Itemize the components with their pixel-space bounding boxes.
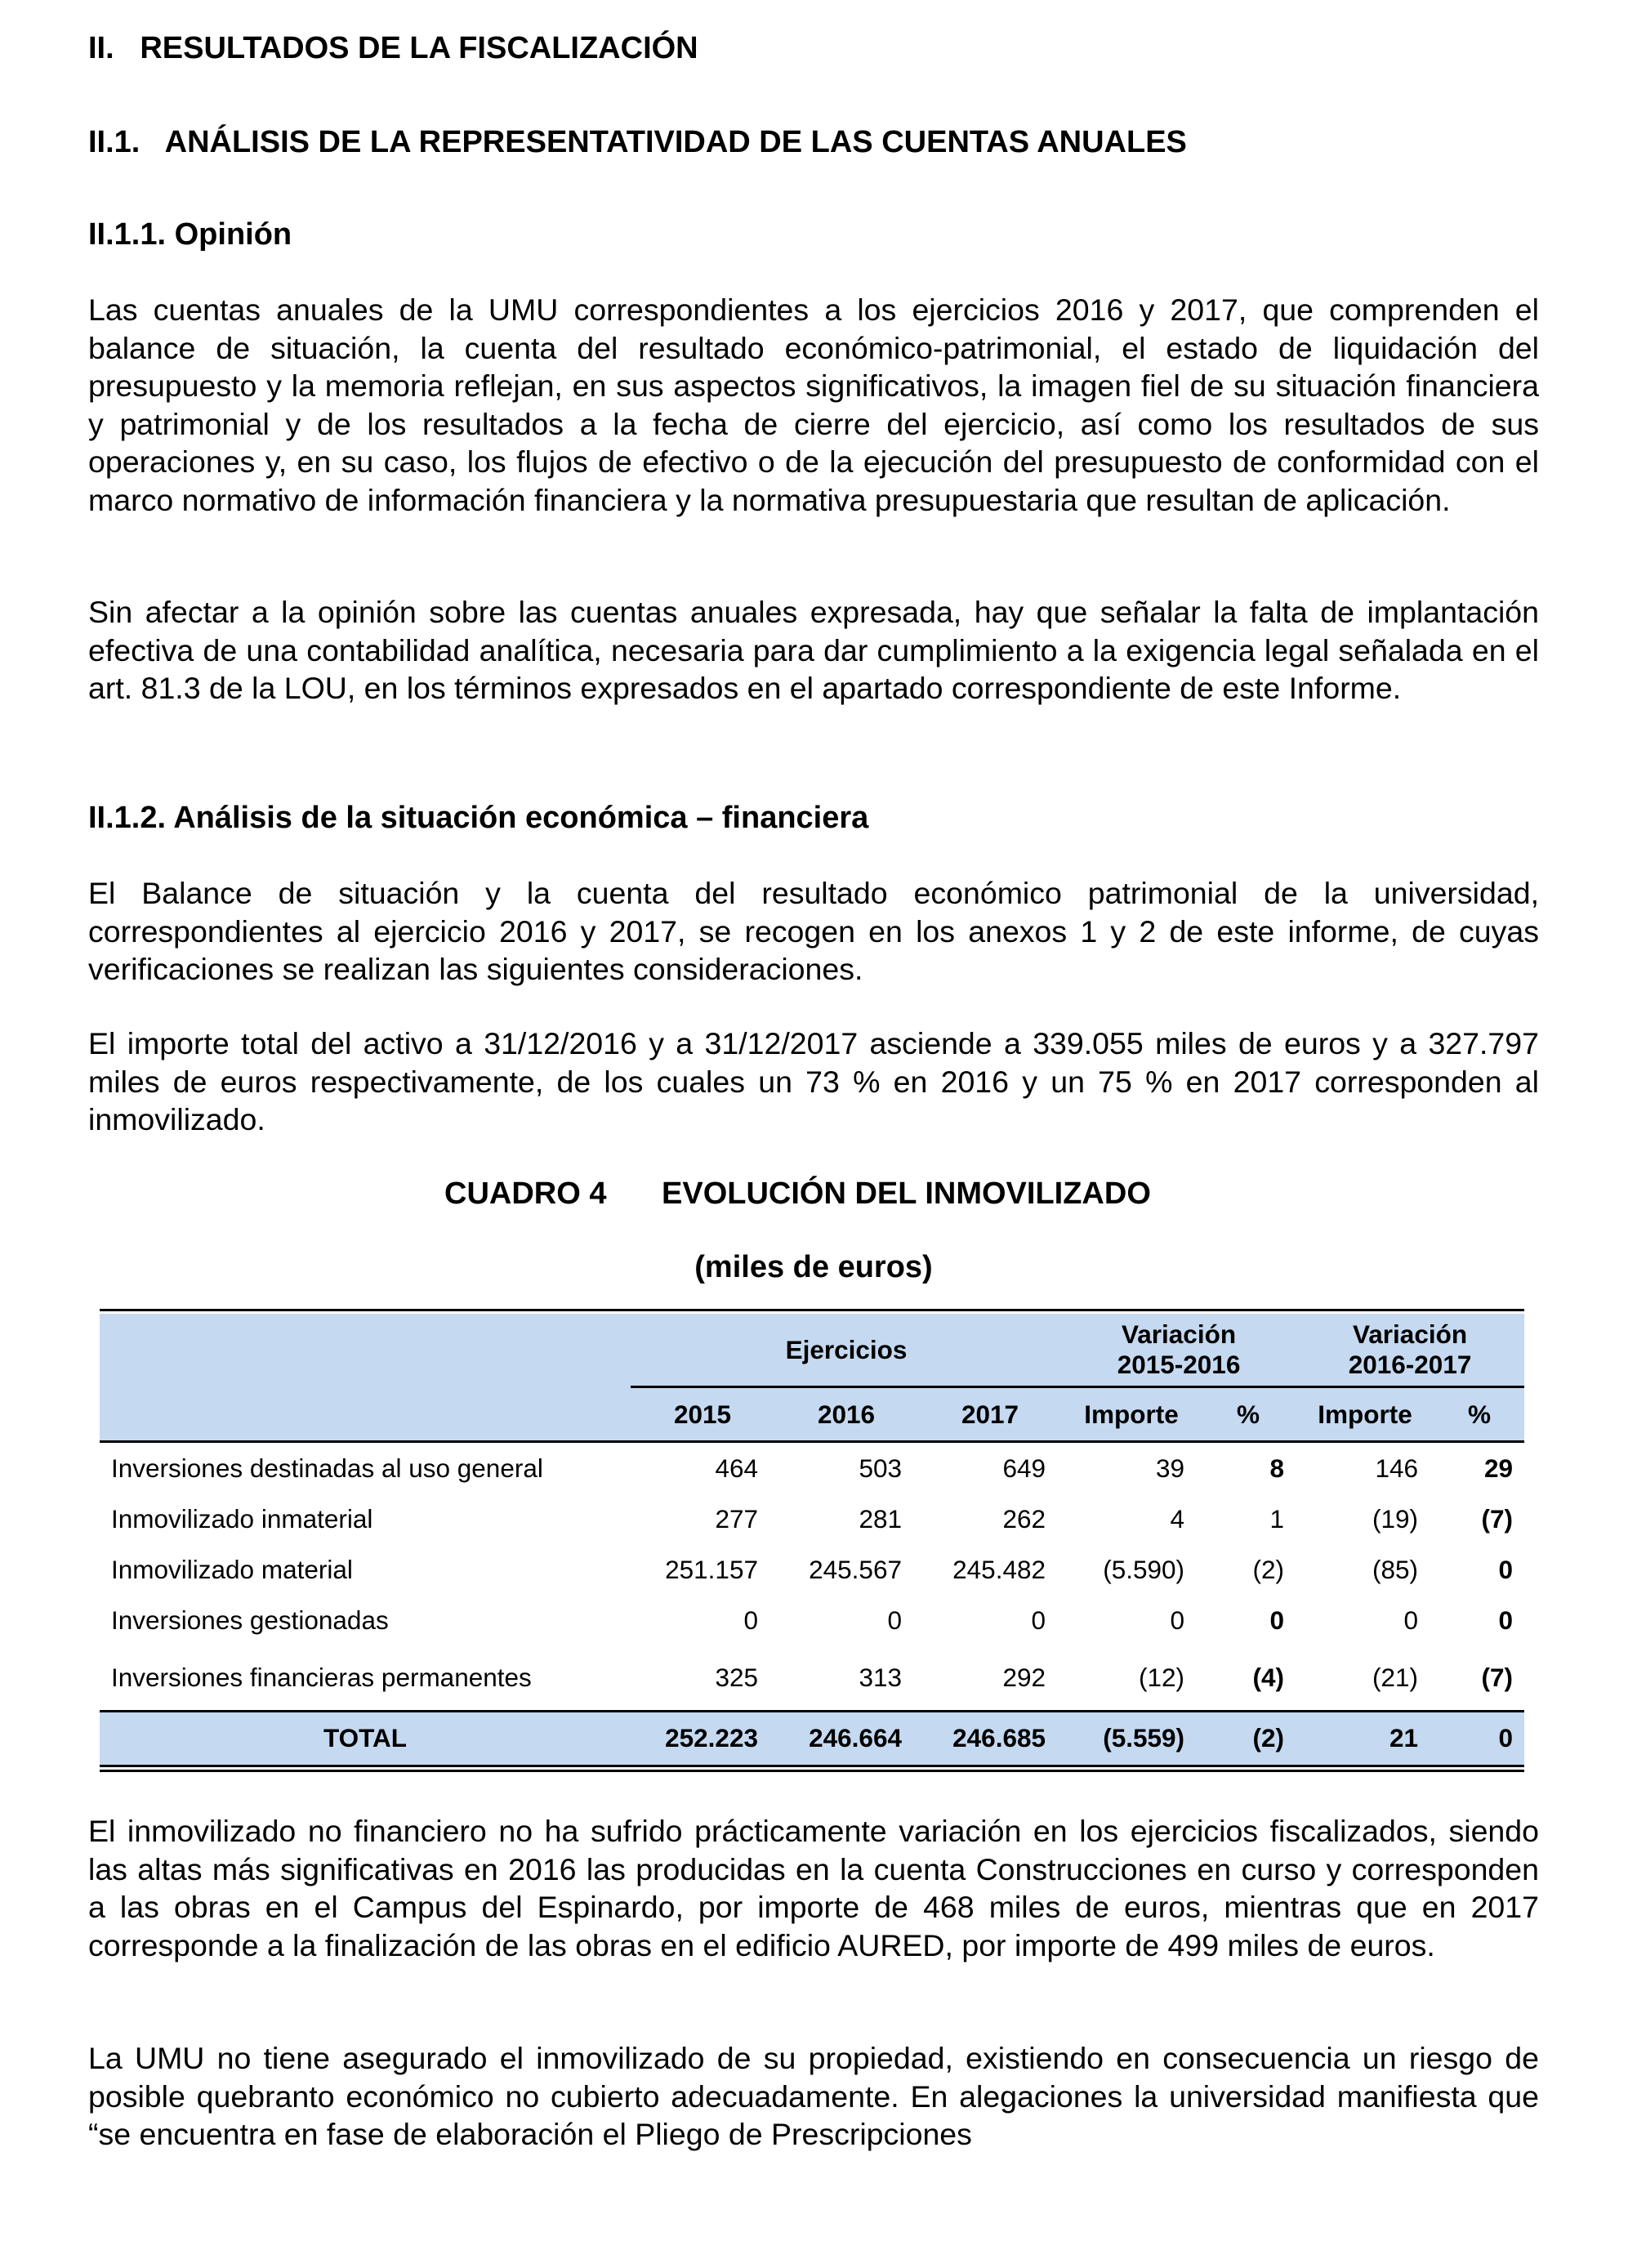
cell-value: (2): [1252, 1554, 1285, 1584]
cell-value: 262: [1002, 1503, 1046, 1534]
column-header: %: [1201, 1387, 1296, 1442]
cell-value: 292: [1002, 1662, 1046, 1692]
table-total-row: [100, 1711, 1524, 1766]
table-unit: (miles de euros): [694, 1250, 933, 1284]
cell-value: 4: [1170, 1503, 1185, 1534]
cell-value: (12): [1138, 1662, 1185, 1692]
column-header: Importe: [1296, 1387, 1434, 1442]
header-variation-2016-2017-line1: Variación: [1353, 1319, 1468, 1349]
cell-value: 281: [859, 1503, 902, 1534]
cell-value: 245.567: [809, 1554, 902, 1584]
column-header: %: [1434, 1387, 1524, 1442]
cell-value: (19): [1372, 1503, 1419, 1534]
paragraph-non-financial-assets: El inmovilizado no financiero no ha sufrido prácticamente variación en los ejercicios fiscalizados, siendo las altas más significativas en 2016 las producidas en la cuenta Construcciones en curso y corresponden a las obras en el Campus del Espinardo, por importe de 468 miles de euros, mientras que en 2017 corresponde a la finalización de las obras en el edificio AURED, por importe de 499 miles de euros.: [88, 1814, 1539, 1962]
total-value: 246.685: [918, 1711, 1062, 1766]
cell-value: 0: [1170, 1605, 1185, 1635]
analysis-heading: II.1.2. Análisis de la situación económica – financiera: [88, 801, 869, 835]
table-caption-title: EVOLUCIÓN DEL INMOVILIZADO: [662, 1176, 1151, 1211]
cell-value: 245.482: [952, 1554, 1046, 1584]
cell-value: 0: [1498, 1554, 1514, 1584]
cell-value: 251.157: [665, 1554, 758, 1584]
total-value: 252.223: [631, 1711, 774, 1766]
column-header: 2015: [631, 1387, 774, 1442]
paragraph-opinion: Las cuentas anuales de la UMU correspondientes a los ejercicios 2016 y 2017, que comprenden el balance de situación, la cuenta del resultado económico-patrimonial, el estado de liquidación del presupuesto y la memoria reflejan, en sus aspectos significativos, la imagen fiel de su situación financiera y patrimonial y de los resultados a la fecha de cierre del ejercicio, así como los resultados de sus operaciones y, en su caso, los flujos de efectivo o de la ejecución del presupuesto de conformidad con el marco normativo de información financiera y la normativa presupuestaria que resultan de aplicación.: [88, 292, 1539, 517]
total-value: (2): [1201, 1711, 1296, 1766]
cell-value: 39: [1155, 1453, 1185, 1483]
column-header: Importe: [1062, 1387, 1201, 1442]
paragraph-assets-total: El importe total del activo a 31/12/2016 y a 31/12/2017 asciende a 339.055 miles de euros y a 327.797 miles de euros respectivamente, de los cuales un 73 % en 2016 y un 75 % en 2017 corresponden al inmovilizado.: [88, 1026, 1539, 1136]
total-value: 0: [1434, 1711, 1524, 1766]
cell-value: 0: [743, 1605, 758, 1635]
cell-value: (7): [1481, 1662, 1514, 1692]
cell-value: 649: [1002, 1453, 1046, 1483]
cell-value: 0: [1031, 1605, 1046, 1635]
cell-value: 29: [1484, 1453, 1514, 1483]
total-value: (5.559): [1062, 1711, 1201, 1766]
cell-value: (85): [1372, 1554, 1419, 1584]
table-row: [100, 1595, 1524, 1645]
cell-value: 313: [859, 1662, 902, 1692]
paragraph-insurance: La UMU no tiene asegurado el inmovilizado de su propiedad, existiendo en consecuencia un riesgo de posible quebranto económico no cubierto adecuadamente. En alegaciones la universidad manifiesta que “se encuentra en fase de elaboración el Pliego de Prescripciones: [88, 2041, 1539, 2151]
header-ejercicios: Ejercicios: [785, 1334, 908, 1364]
cell-value: 0: [1498, 1605, 1514, 1635]
table-bottom-rule: [100, 1770, 1524, 1772]
row-label: Inmovilizado inmaterial: [111, 1503, 373, 1534]
cell-value: 1: [1269, 1503, 1285, 1534]
cell-value: 146: [1375, 1453, 1419, 1483]
table-caption-number: CUADRO 4: [444, 1176, 607, 1211]
header-variation-2015-2016-line1: Variación: [1121, 1319, 1237, 1349]
table-row: [100, 1544, 1524, 1595]
cell-value: (7): [1481, 1503, 1514, 1534]
table-column-header-row: [100, 1387, 1524, 1442]
inmovilizado-table: [100, 1314, 1524, 1767]
cell-value: 0: [1403, 1605, 1419, 1635]
subsection-heading: II.1. ANÁLISIS DE LA REPRESENTATIVIDAD DE LAS CUENTAS ANUALES: [88, 125, 1187, 159]
section-heading: II. RESULTADOS DE LA FISCALIZACIÓN: [88, 31, 698, 65]
cell-value: 277: [715, 1503, 758, 1534]
cell-value: (5.590): [1103, 1554, 1185, 1584]
column-header: 2016: [774, 1387, 918, 1442]
table-row: [100, 1645, 1524, 1711]
header-variation-2015-2016: [1062, 1314, 1296, 1387]
total-value: 246.664: [774, 1711, 918, 1766]
row-label: Inversiones gestionadas: [111, 1605, 389, 1635]
paragraph-balance: El Balance de situación y la cuenta del resultado económico patrimonial de la universidad, correspondientes al ejercicio 2016 y 2017, se recogen en los anexos 1 y 2 de este informe, de cuyas verificaciones se realizan las siguientes consideraciones.: [88, 876, 1539, 986]
cell-value: 325: [715, 1662, 758, 1692]
header-blank-cell: [100, 1387, 631, 1442]
cell-value: (21): [1372, 1662, 1419, 1692]
header-variation-2016-2017-line2: 2016-2017: [1348, 1350, 1472, 1379]
column-header: 2017: [918, 1387, 1062, 1442]
total-label: TOTAL: [100, 1711, 631, 1766]
header-variation-2016-2017: [1296, 1314, 1524, 1387]
opinion-heading: II.1.1. Opinión: [88, 217, 292, 252]
cell-value: (4): [1252, 1662, 1285, 1692]
cell-value: 0: [1269, 1605, 1285, 1635]
cell-value: 464: [715, 1453, 758, 1483]
cell-value: 8: [1269, 1453, 1285, 1483]
cell-value: 503: [859, 1453, 902, 1483]
header-variation-2015-2016-line2: 2015-2016: [1117, 1350, 1241, 1379]
table-row: [100, 1493, 1524, 1544]
header-blank-cell: [100, 1314, 631, 1387]
table-row: [100, 1442, 1524, 1494]
cell-value: 0: [887, 1605, 902, 1635]
row-label: Inmovilizado material: [111, 1554, 353, 1584]
total-value: 21: [1296, 1711, 1434, 1766]
row-label: Inversiones destinadas al uso general: [111, 1453, 543, 1483]
row-label: Inversiones financieras permanentes: [111, 1662, 532, 1692]
table-container: [100, 1309, 1524, 1772]
paragraph-analytic-accounting: Sin afectar a la opinión sobre las cuentas anuales expresada, hay que señalar la falta de implantación efectiva de una contabilidad analítica, necesaria para dar cumplimiento a la exigencia legal señalada en el art. 81.3 de la LOU, en los términos expresados en el apartado correspondiente de este Informe.: [88, 595, 1539, 705]
table-group-header-row: [100, 1314, 1524, 1387]
